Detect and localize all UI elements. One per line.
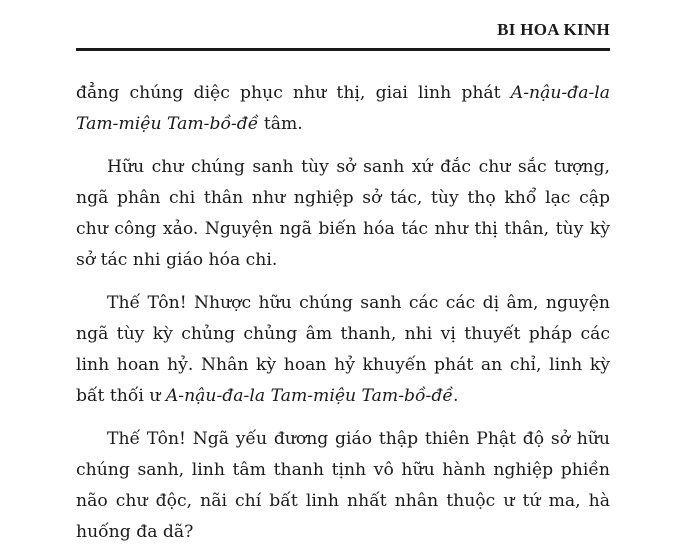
text-line: Thế Tôn! Ngã yếu đương giáo thập thiên Phật độ sở hữu — [107, 429, 610, 449]
text-line: não chư độc, nãi chí bất linh nhất nhân thuộc ư tứ ma, hà — [76, 491, 610, 511]
paragraph-2 — [76, 152, 610, 276]
paragraph-3 — [76, 288, 610, 412]
paragraph-1 — [76, 78, 610, 140]
text-line: bất thối ư A-nậu-đa-la Tam-miệu Tam-bồ-đề. — [76, 386, 459, 406]
text-line: chúng sanh, linh tâm thanh tịnh vô hữu hành nghiệp phiền — [76, 460, 610, 480]
paragraph-4 — [76, 424, 610, 548]
text-line: ngã phân chi thân như nghiệp sở tác, tùy thọ khổ lạc cập — [76, 188, 610, 208]
text-line: ngã tùy kỳ chủng chủng âm thanh, nhi vị thuyết pháp các — [76, 324, 610, 344]
text-line: đẳng chúng diệc phục như thị, giai linh phát A-nậu-đa-la — [76, 83, 610, 103]
page — [76, 0, 610, 542]
text-line: sở tác nhi giáo hóa chi. — [76, 250, 278, 270]
text-line: Thế Tôn! Nhược hữu chúng sanh các các dị âm, nguyện — [107, 293, 610, 313]
text-line: linh hoan hỷ. Nhân kỳ hoan hỷ khuyến phát an chỉ, linh kỳ — [76, 355, 610, 375]
running-header: BI HOA KINH — [497, 20, 610, 39]
text-line: chư công xảo. Nguyện ngã biến hóa tác như thị thân, tùy kỳ — [76, 219, 610, 239]
body-text — [76, 78, 610, 560]
text-line: Tam-miệu Tam-bồ-đề tâm. — [76, 114, 303, 134]
text-line: huống đa dã? — [76, 522, 194, 542]
header-rule — [76, 48, 610, 51]
text-line: Hữu chư chúng sanh tùy sở sanh xứ đắc chư sắc tượng, — [107, 157, 610, 177]
